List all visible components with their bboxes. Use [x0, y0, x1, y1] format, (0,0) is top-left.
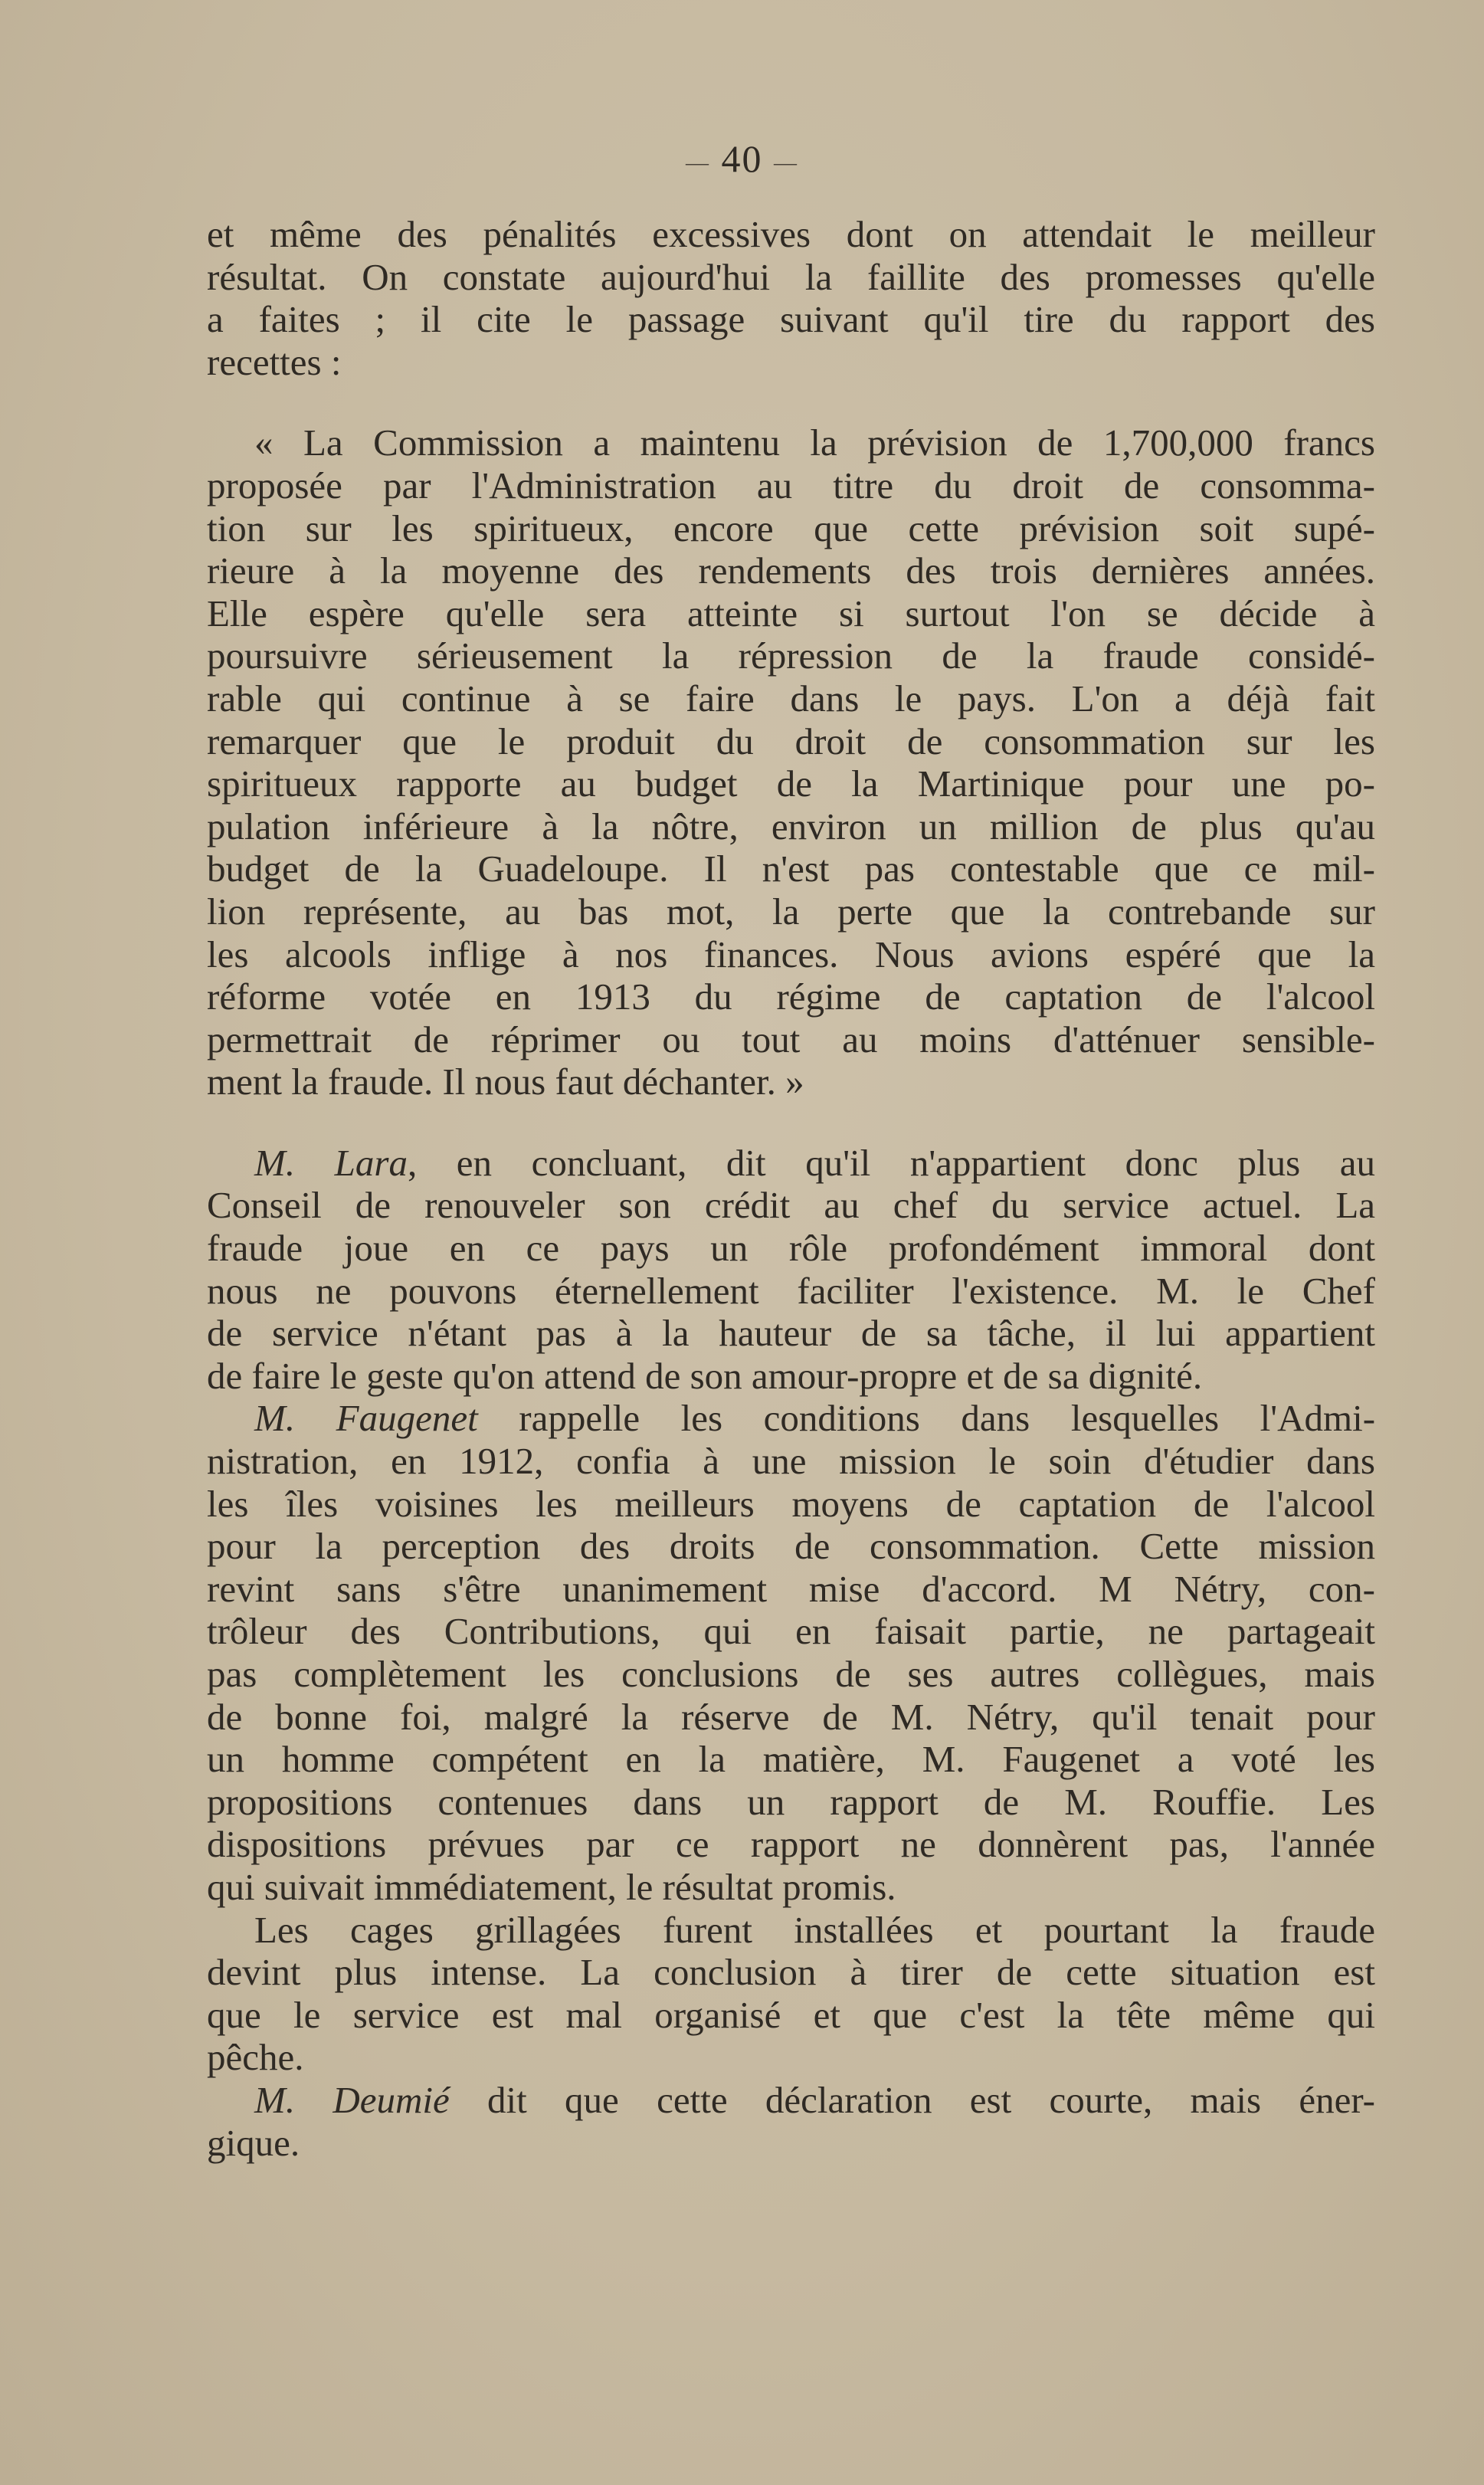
page-number: 40 [721, 137, 763, 180]
paragraph [207, 1142, 1375, 1398]
text-line [207, 341, 1375, 384]
text-line [207, 1951, 1375, 1994]
ornament-dash: — [686, 149, 710, 175]
line-text: revint sans s'être unanimement mise d'accord. M Nétry, con- [207, 1567, 1375, 1610]
text-line [207, 1525, 1375, 1568]
text-line [207, 1440, 1375, 1483]
text-line [207, 549, 1375, 592]
text-line [207, 847, 1375, 890]
text-line [207, 677, 1375, 720]
speaker-name: M. Lara [254, 1141, 408, 1184]
line-text: dit que cette déclaration est courte, mais éner- [449, 2078, 1375, 2121]
line-text: pas complètement les conclusions de ses autres collègues, mais [207, 1653, 1375, 1695]
line-text: de faire le geste qu'on attend de son amour-propre et de sa dignité. [207, 1354, 1203, 1397]
line-text: que le service est mal organisé et que c'est la tête même qui [207, 1993, 1375, 2036]
text-line [207, 1610, 1375, 1653]
line-text: pulation inférieure à la nôtre, environ un million de plus qu'au [207, 805, 1375, 847]
text-line [207, 1018, 1375, 1061]
line-text: qui suivait immédiatement, le résultat promis. [207, 1865, 896, 1908]
paragraph [207, 1909, 1375, 2079]
paragraph [207, 213, 1375, 383]
text-line [207, 1312, 1375, 1355]
text-line [207, 1909, 1375, 1952]
text-line [207, 762, 1375, 805]
line-text: tion sur les spiritueux, encore que cette prévision soit supé- [207, 507, 1375, 549]
line-text: nous ne pouvons éternellement faciliter l'existence. M. le Chef [207, 1269, 1375, 1312]
text-line [207, 592, 1375, 635]
text-line [207, 464, 1375, 507]
speaker-name: M. Faugenet [254, 1397, 478, 1440]
text-line [207, 1696, 1375, 1739]
text-line [207, 890, 1375, 933]
line-text: de bonne foi, malgré la réserve de M. Nétry, qu'il tenait pour [207, 1695, 1375, 1738]
paragraph [207, 1397, 1375, 1908]
text-line [207, 1355, 1375, 1398]
line-text: les îles voisines les meilleurs moyens de captation de l'alcool [207, 1482, 1375, 1525]
line-text: spiritueux rapporte au budget de la Martinique pour une po- [207, 762, 1375, 805]
text-line [207, 1483, 1375, 1526]
text-line [207, 720, 1375, 763]
line-text: nistration, en 1912, confia à une mission le soin d'étudier dans [207, 1440, 1375, 1483]
paragraph [207, 2079, 1375, 2164]
text-line [207, 1397, 1375, 1440]
text-line [207, 1270, 1375, 1313]
line-text: « La Commission a maintenu la prévision de 1,700,000 francs [254, 421, 1375, 464]
text-line [207, 1738, 1375, 1781]
line-text: propositions contenues dans un rapport de M. Rouffie. Les [207, 1780, 1375, 1823]
line-text: recettes : [207, 340, 342, 383]
line-text: fraude joue en ce pays un rôle profondément immoral dont [207, 1227, 1375, 1270]
line-text: Les cages grillagées furent installées et pourtant la fraude [254, 1908, 1375, 1951]
line-text: réforme votée en 1913 du régime de captation de l'alcool [207, 975, 1375, 1018]
line-text: a faites ; il cite le passage suivant qu'il tire du rapport des [207, 298, 1375, 341]
speaker-name: M. Deumié [254, 2078, 450, 2121]
text-line [207, 1568, 1375, 1611]
text-line [207, 1061, 1375, 1103]
line-text: budget de la Guadeloupe. Il n'est pas contestable que ce mil- [207, 847, 1375, 890]
paragraph [207, 421, 1375, 1103]
line-text: Conseil de renouveler son crédit au chef du service actuel. La [207, 1184, 1375, 1227]
line-text: Elle espère qu'elle sera atteinte si surtout l'on se décide à [207, 592, 1375, 634]
text-line [207, 1227, 1375, 1270]
body-text [207, 213, 1375, 2164]
line-text: trôleur des Contributions, qui en faisait partie, ne partageait [207, 1610, 1375, 1653]
text-line [207, 1994, 1375, 2037]
text-line [207, 1781, 1375, 1824]
line-text: , en concluant, dit qu'il n'appartient donc plus au [407, 1141, 1375, 1184]
line-text: devint plus intense. La conclusion à tirer de cette situation est [207, 1951, 1375, 1994]
text-line [207, 2036, 1375, 2079]
line-text: remarquer que le produit du droit de consommation sur les [207, 720, 1375, 762]
line-text: pour la perception des droits de consommation. Cette mission [207, 1525, 1375, 1568]
text-line [207, 507, 1375, 550]
line-text: rappelle les conditions dans lesquelles l'Admi- [477, 1397, 1376, 1440]
line-text: proposée par l'Administration au titre du droit de consomma- [207, 464, 1375, 507]
line-text: poursuivre sérieusement la répression de la fraude considé- [207, 634, 1375, 677]
text-line [207, 2079, 1375, 2122]
line-text: gique. [207, 2121, 300, 2164]
text-line [207, 1823, 1375, 1866]
page-number-header [0, 136, 1484, 181]
line-text: dispositions prévues par ce rapport ne donnèrent pas, l'année [207, 1823, 1375, 1866]
text-line [207, 634, 1375, 677]
text-line [207, 256, 1375, 299]
text-line [207, 213, 1375, 256]
line-text: permettrait de réprimer ou tout au moins d'atténuer sensible- [207, 1018, 1375, 1061]
text-line [207, 298, 1375, 341]
text-line [207, 1142, 1375, 1185]
ornament-dash: — [774, 149, 798, 175]
text-line [207, 2122, 1375, 2165]
line-text: rieure à la moyenne des rendements des trois dernières années. [207, 549, 1375, 592]
line-text: lion représente, au bas mot, la perte que la contrebande sur [207, 890, 1375, 933]
line-text: de service n'étant pas à la hauteur de sa tâche, il lui appartient [207, 1312, 1375, 1355]
text-line [207, 933, 1375, 976]
text-line [207, 1653, 1375, 1696]
text-line [207, 421, 1375, 464]
text-line [207, 1184, 1375, 1227]
line-text: rable qui continue à se faire dans le pays. L'on a déjà fait [207, 677, 1375, 720]
text-line [207, 975, 1375, 1018]
line-text: ment la fraude. Il nous faut déchanter. » [207, 1061, 804, 1103]
line-text: résultat. On constate aujourd'hui la faillite des promesses qu'elle [207, 255, 1375, 298]
text-line [207, 805, 1375, 848]
line-text: un homme compétent en la matière, M. Faugenet a voté les [207, 1738, 1375, 1781]
text-line [207, 1866, 1375, 1909]
line-text: et même des pénalités excessives dont on attendait le meilleur [207, 213, 1375, 255]
line-text: pêche. [207, 2036, 304, 2079]
line-text: les alcools inflige à nos finances. Nous avions espéré que la [207, 933, 1375, 975]
